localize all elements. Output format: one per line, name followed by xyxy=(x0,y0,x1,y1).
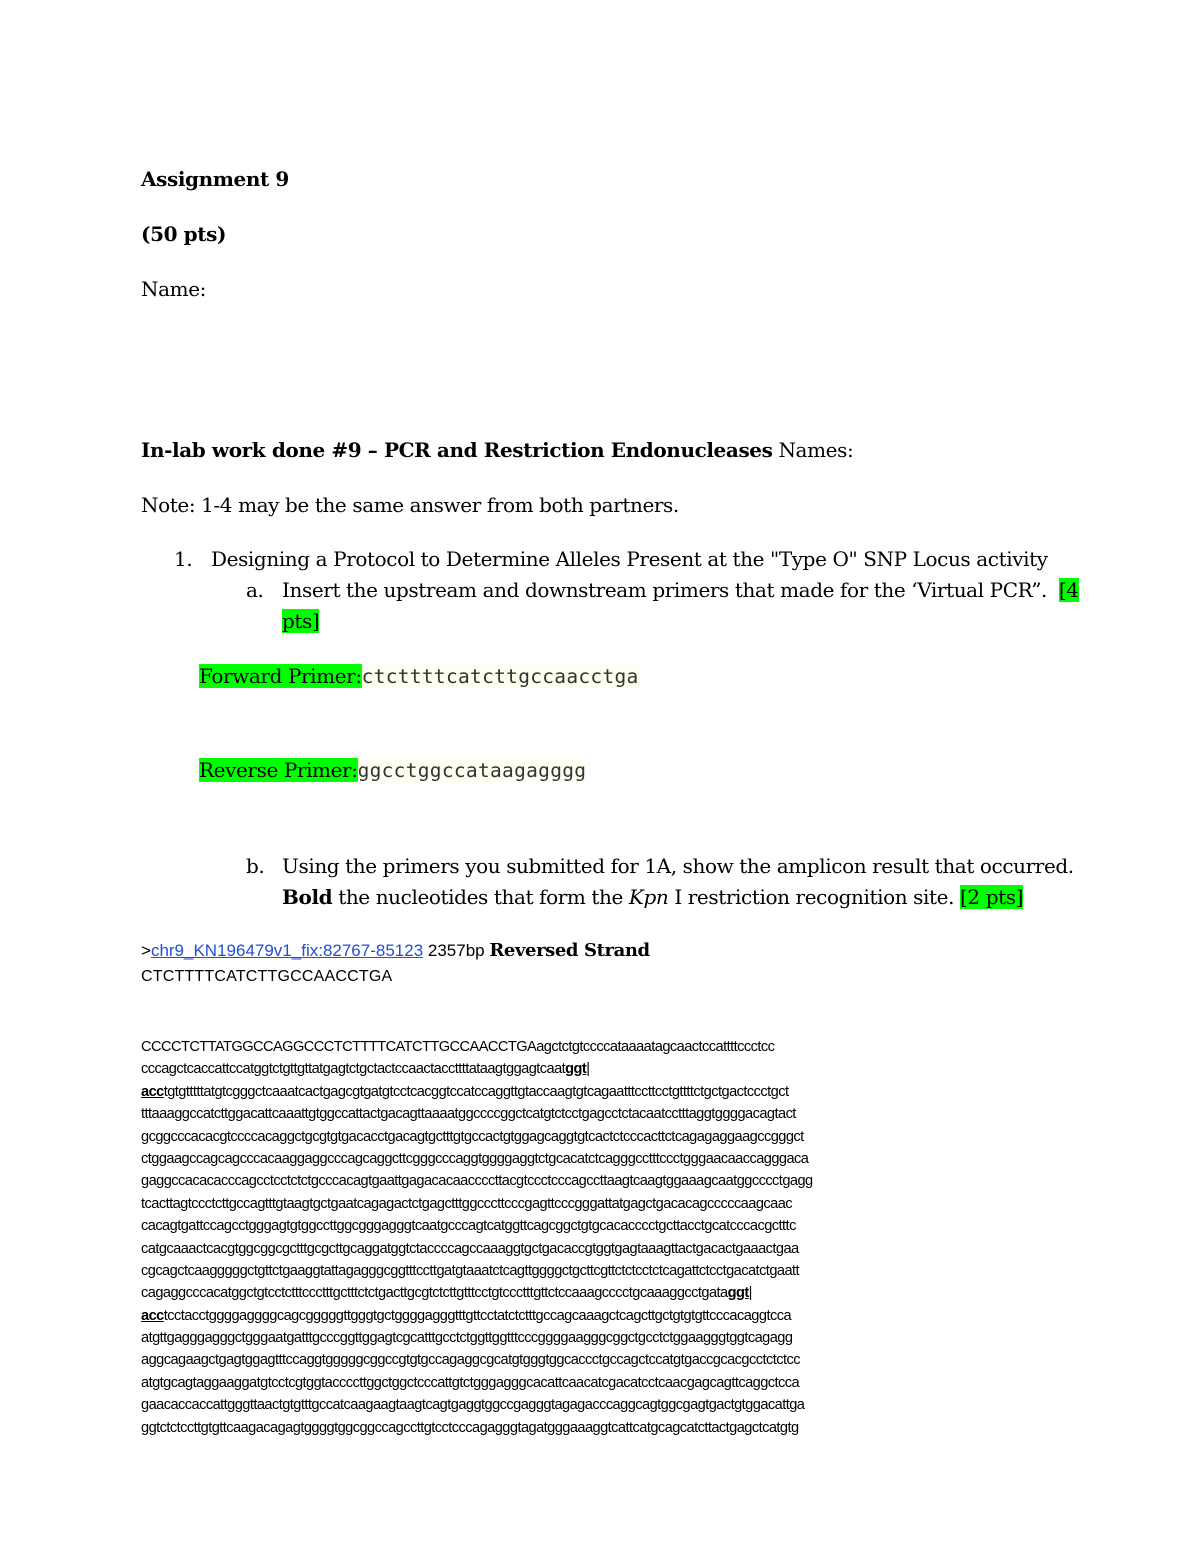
amplicon-locus-link[interactable]: chr9_KN196479v1_fix:82767-85123 xyxy=(150,941,424,960)
section-heading xyxy=(141,438,853,462)
q1a-points-end xyxy=(282,609,319,633)
sequence-segment: catgcaaactcacgtggcggcgctttgcgcttgcaggatggtctaccccagccaaaggtgctgacaccgtggtgagtaaagttactgacactgaaactgaa xyxy=(141,1240,799,1257)
reverse-primer-label: Reverse Primer: xyxy=(199,758,358,782)
q1b-points: [2 pts] xyxy=(960,885,1024,909)
sequence-segment: | xyxy=(748,1285,752,1302)
sequence-segment: tgtgtttttatgtcgggctcaaatcactgagcgtgatgtcctcacggtccatccaggttgtaccaagtgtcagaatttccttcctgttttctgctgactccctgct xyxy=(163,1083,789,1100)
sequence-segment: aggcagaagctgagtggagtttccaggtgggggcggccgtgtgccagaggcgcatgtgggtggcaccctgccagctccatgtgaccgcacgcctctctcc xyxy=(141,1352,800,1369)
amplicon-sequence xyxy=(141,1036,1001,1439)
sequence-line xyxy=(141,1193,1001,1215)
amplicon-primer-line: CTCTTTTCATCTTGCCAACCTGA xyxy=(141,968,393,985)
sequence-segment: atgtgcagtaggaaggatgtcctcgtggtaccccttggctggctcccattgtctgggagggcacattcaacatcgacatcctcaacgagcagttcaggctcca xyxy=(141,1374,800,1391)
sequence-line xyxy=(141,1394,1001,1416)
sequence-segment: ctggaagccagcagcccacaaggaggcccagcaggcttcgggcccaggtggggaggtctgcacatctcagggcctttccctgggaacaaccagggaca xyxy=(141,1150,809,1167)
sequence-segment: CCCCTCTTATGGCCAGGCCCTCTTTTCATCTTGCCAACCTGAagctctgtccccataaaatagcaactccattttccctcc xyxy=(141,1039,775,1055)
amplicon-header xyxy=(141,940,650,961)
sequence-segment: tcacttagtccctcttgccagtttgtaagtgctgaatcagagactctgagctttggcccttcccgagttcccgggattatgagctgacacagcccccaagcaac xyxy=(141,1195,793,1212)
sequence-segment: | xyxy=(586,1061,590,1078)
note-text: Note: 1-4 may be the same answer from both partners. xyxy=(141,493,679,517)
amplicon-strand: Reversed Strand xyxy=(489,940,650,961)
sequence-line xyxy=(141,1372,1001,1394)
q1b-enzyme: Kpn xyxy=(628,885,669,909)
sequence-segment: cgcagctcaagggggctgttctgaaggtattagagggcggtttccttgatgtaaatctcagttggggctgcttcgttctctcctctcagattctcctgacatctgaatt xyxy=(141,1262,800,1279)
sequence-line xyxy=(141,1081,1001,1103)
assignment-points: (50 pts) xyxy=(141,222,227,246)
sequence-segment: gaacaccaccattgggttaactgtgtttgccatcaagaagtaagtcagtgaggtggccgagggtagagacccaggcagtggcgagtgactgtggacattga xyxy=(141,1397,805,1414)
sequence-line xyxy=(141,1126,1001,1148)
amplicon-gt: > xyxy=(141,941,151,960)
q1b-letter: b. xyxy=(246,854,265,878)
q1-number: 1. xyxy=(174,547,193,571)
sequence-line xyxy=(141,1036,1001,1058)
kpn-site-bold: ggt xyxy=(565,1061,587,1078)
q1b-text-a: the nucleotides that form the xyxy=(332,885,629,909)
q1a-points-end-text: pts] xyxy=(282,609,320,633)
q1a-text-line1: Insert the upstream and downstream primers that made for the ‘Virtual PCR”. xyxy=(282,578,1047,602)
sequence-line xyxy=(141,1305,1001,1327)
q1b-text-line1: Using the primers you submitted for 1A, show the amplicon result that occurred. xyxy=(282,854,1074,878)
sequence-line xyxy=(141,1058,1001,1080)
sequence-line xyxy=(141,1327,1001,1349)
sequence-segment: cagaggcccacatggctgtcctctttccctttgctttctctgacttgcgtctcttgtttcctgtccctttgttctccaaagcccctgcaaaggcctgata xyxy=(141,1285,728,1302)
sequence-segment: tttaaaggccatcttggacattcaaattgtggccattactgacagttaaaatggccccggctcatgtctcctgagcctctacaatcctttaggtggggacagtact xyxy=(141,1106,796,1123)
section-heading-bold: In-lab work done #9 – PCR and Restriction Endonucleases xyxy=(141,438,773,462)
sequence-line xyxy=(141,1349,1001,1371)
sequence-segment: gaggccacacacccagcctcctctctgcccacagtgaattgagacacaaccccttacgtccctcccagccttaagtcaagtggaaagcaatggcccctgagg xyxy=(141,1173,813,1190)
reverse-primer-sequence: ggcctggccataagagggg xyxy=(357,759,587,782)
sequence-line xyxy=(141,1148,1001,1170)
q1b-text-line2 xyxy=(282,885,1023,909)
sequence-line xyxy=(141,1238,1001,1260)
sequence-segment: atgttgagggagggctgggaatgatttgcccggttggagtcgcatttgcctctggttggtttcccggggaagggcggctgcctctggaagggtggtcagagg xyxy=(141,1330,793,1347)
assignment-title: Assignment 9 xyxy=(141,167,289,191)
q1a-points-start: [4 xyxy=(1058,578,1079,602)
sequence-line xyxy=(141,1103,1001,1125)
forward-primer-label: Forward Primer: xyxy=(199,664,362,688)
sequence-line xyxy=(141,1215,1001,1237)
q1b-bold-word: Bold xyxy=(282,885,333,909)
q1-text: Designing a Protocol to Determine Alleles Present at the "Type O" SNP Locus activity xyxy=(211,547,1048,571)
sequence-line xyxy=(141,1260,1001,1282)
sequence-segment: tcctacctggggaggggcagcgggggttgggtgctggggagggtttgttcctatctctttgccagcaaagctcagcttgctgtgtgttcccacaggtcca xyxy=(163,1307,792,1324)
sequence-segment: gcggcccacacgtccccacaggctgcgtgtgacacctgacagtgctttgtgccactgtggagcaggtgtcactctcccacttctcagagaggaagccgggct xyxy=(141,1128,804,1145)
kpn-site-bold: acc xyxy=(141,1083,164,1100)
q1b-text-b: I restriction recognition site. xyxy=(668,885,961,909)
kpn-site-bold: ggt xyxy=(727,1285,749,1302)
sequence-line xyxy=(141,1417,1001,1439)
forward-primer-row xyxy=(199,664,639,688)
forward-primer-sequence: ctcttttcatcttgccaacctga xyxy=(361,665,639,688)
kpn-site-bold: acc xyxy=(141,1307,164,1324)
sequence-segment: ggtctctccttgtgttcaagacagagtggggtggcggccagccttgtcctcccagagggtagatgggaaaggtcattcatgcagcatcttactgagctcatgtg xyxy=(141,1419,799,1436)
q1a-letter: a. xyxy=(246,578,264,602)
sequence-segment: cacagtgattccagcctgggagtgtggccttggcgggagggtcaatgcccagtcatggttcagcggctgtgcacacccctgcttacctgcatcccacgctttc xyxy=(141,1218,796,1235)
amplicon-length: 2357bp xyxy=(423,941,490,960)
sequence-line xyxy=(141,1170,1001,1192)
name-label: Name: xyxy=(141,277,206,301)
reverse-primer-row xyxy=(199,758,586,782)
sequence-line xyxy=(141,1282,1001,1304)
section-heading-names: Names: xyxy=(772,438,854,462)
q1a-text xyxy=(282,578,1079,602)
sequence-segment: cccagctcaccattccatggtctgttgttatgagtctgctactccaactaccttttataagtggagtcaat xyxy=(141,1061,566,1078)
